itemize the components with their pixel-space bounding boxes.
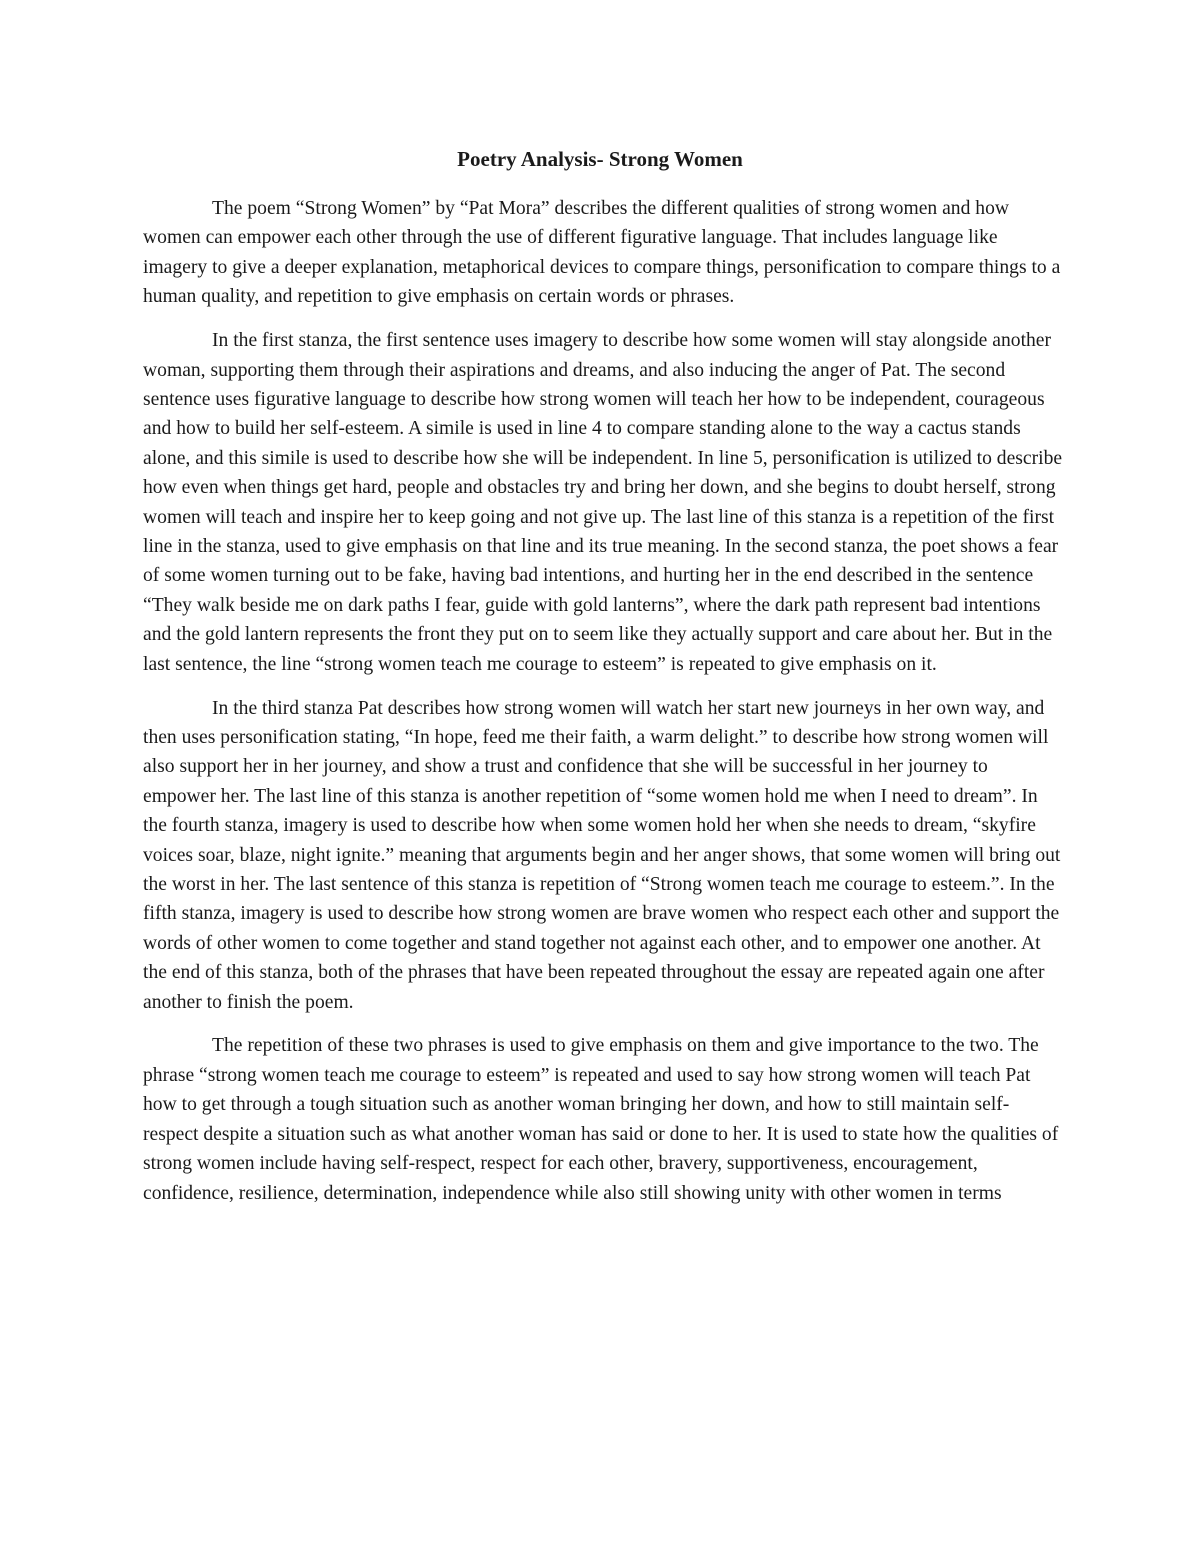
paragraph-first-second-stanza: In the first stanza, the first sentence uses imagery to describe how some women will stay alongside another woman, supporting them through their aspirations and dreams, and also inducing the anger of Pat. The second sentence uses figurative language to describe how strong women will teach her how to be independent, courageous and how to build her self-esteem. A simile is used in line 4 to compare standing alone to the way a cactus stands alone, and this simile is used to describe how she will be independent. In line 5, personification is utilized to describe how even when things get hard, people and obstacles try and bring her down, and she begins to doubt herself, strong women will teach and inspire her to keep going and not give up. The last line of this stanza is a repetition of the first line in the stanza, used to give emphasis on that line and its true meaning. In the second stanza, the poet shows a fear of some women turning out to be fake, having bad intentions, and hurting her in the end described in the sentence “They walk beside me on dark paths I fear, guide with gold lanterns”, where the dark path represent bad intentions and the gold lantern represents the front they put on to seem like they actually support and care about her. But in the last sentence, the line “strong women teach me courage to esteem” is repeated to give emphasis on it. — [143, 330, 1063, 675]
essay-body — [143, 194, 1063, 1222]
paragraph-repetition: The repetition of these two phrases is used to give emphasis on them and give importance to the two. The phrase “strong women teach me courage to esteem” is repeated and used to say how strong women will teach Pat how to get through a tough situation such as another woman bringing her down, and how to still maintain self-respect despite a situation such as what another woman has said or done to her. It is used to state how the qualities of strong women include having self-respect, respect for each other, bravery, supportiveness, encouragement, confidence, resilience, determination, independence while also still showing unity with other women in terms — [143, 1035, 1059, 1204]
paragraph-introduction: The poem “Strong Women” by “Pat Mora” describes the different qualities of strong women and how women can empower each other through the use of different figurative language. That includes language like imagery to give a deeper explanation, metaphorical devices to compare things, personification to compare things to a human quality, and repetition to give emphasis on certain words or phrases. — [143, 198, 1061, 308]
paragraph-third-fourth-fifth-stanza: In the third stanza Pat describes how strong women will watch her start new journeys in her own way, and then uses personification stating, “In hope, feed me their faith, a warm delight.” to describe how strong women will also support her in her journey, and show a trust and confidence that she will be successful in her journey to empower her. The last line of this stanza is another repetition of “some women hold me when I need to dream”. In the fourth stanza, imagery is used to describe how when some women hold her when she needs to dream, “skyfire voices soar, blaze, night ignite.” meaning that arguments begin and her anger shows, that some women will bring out the worst in her. The last sentence of this stanza is repetition of “Strong women teach me courage to esteem.”. In the fifth stanza, imagery is used to describe how strong women are brave women who respect each other and support the words of other women to come together and stand together not against each other, and to empower one another. At the end of this stanza, both of the phrases that have been repeated throughout the essay are repeated again one after another to finish the poem. — [143, 697, 1061, 1013]
document-title: Poetry Analysis- Strong Women — [457, 147, 743, 171]
